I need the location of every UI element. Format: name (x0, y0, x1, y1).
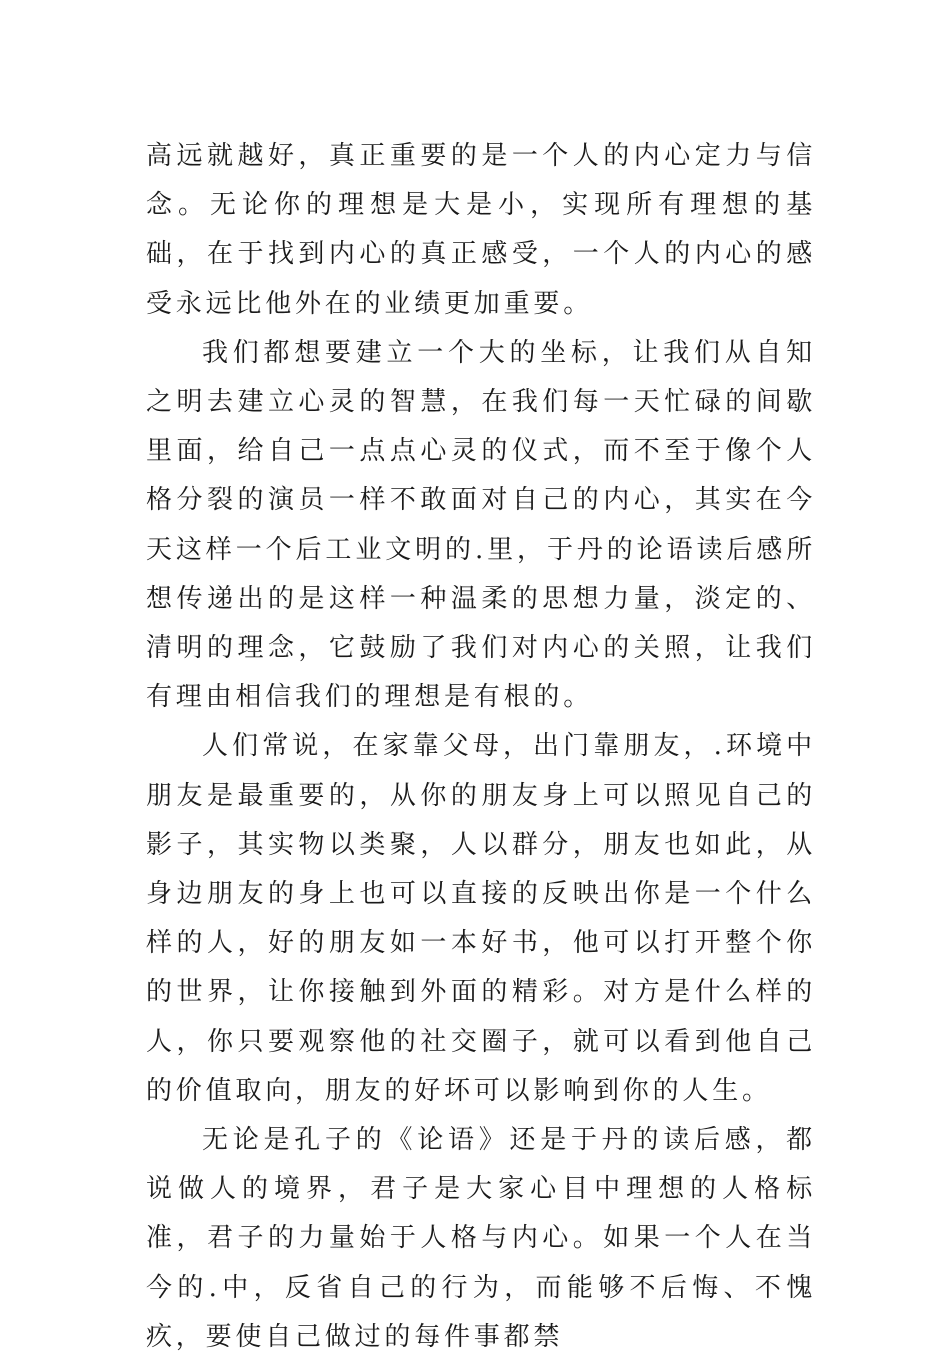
paragraph-4: 无论是孔子的《论语》还是于丹的读后感，都说做人的境界，君子是大家心目中理想的人格标准，君子的力量始于人格与内心。如果一个人在当今的.中，反省自己的行为，而能够不后悔、不愧疚，要使自己做过的每件事都禁 (146, 1125, 816, 1352)
paragraph-2: 我们都想要建立一个大的坐标，让我们从自知之明去建立心灵的智慧，在我们每一天忙碌的间歇里面，给自己一点点心灵的仪式，而不至于像个人格分裂的演员一样不敢面对自己的内心，其实在今天这样一个后工业文明的.里，于丹的论语读后感所想传递出的是这样一种温柔的思想力量，淡定的、清明的理念，它鼓励了我们对内心的关照，让我们有理由相信我们的理想是有根的。 (146, 337, 816, 713)
paragraph-1: 高远就越好，真正重要的是一个人的内心定力与信念。无论你的理想是大是小，实现所有理想的基础，在于找到内心的真正感受，一个人的内心的感受永远比他外在的业绩更加重要。 (146, 141, 816, 319)
paragraph-3: 人们常说，在家靠父母，出门靠朋友，.环境中朋友是最重要的，从你的朋友身上可以照见自己的影子，其实物以类聚，人以群分，朋友也如此，从身边朋友的身上也可以直接的反映出你是一个什么样的人，好的朋友如一本好书，他可以打开整个你的世界，让你接触到外面的精彩。对方是什么样的人，你只要观察他的社交圈子，就可以看到他自己的价值取向，朋友的好坏可以影响到你的人生。 (146, 731, 816, 1106)
document-body (146, 132, 816, 1362)
